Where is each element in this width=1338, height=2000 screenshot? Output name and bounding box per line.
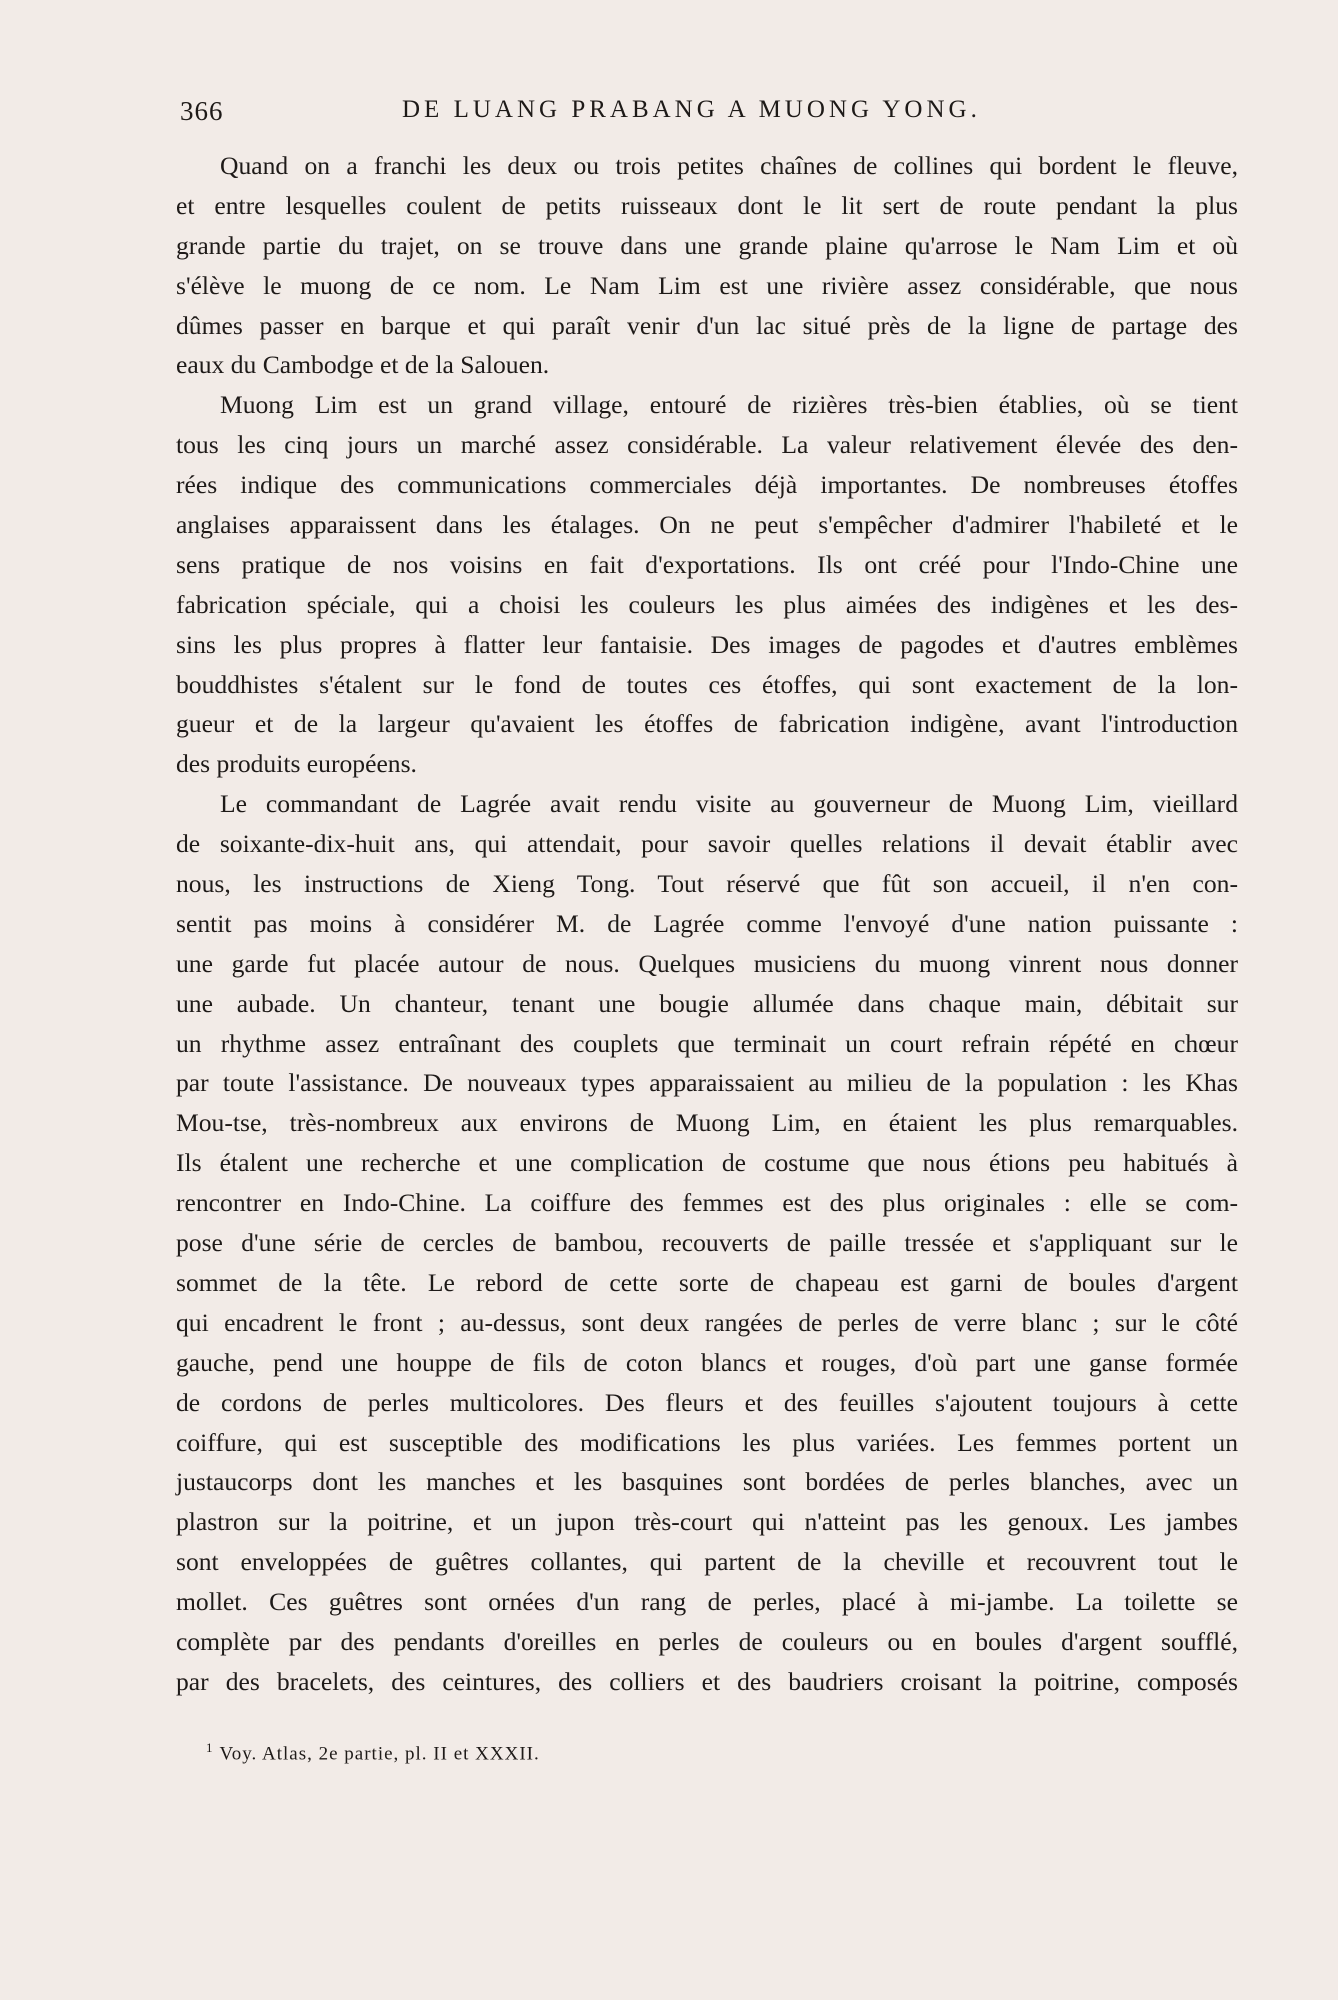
text-line: de soixante-dix-huit ans, qui attendait, pour savoir quelles relations il devait établir avec [176, 829, 1238, 859]
text-line: par toute l'assistance. De nouveaux types apparaissaient au milieu de la population : les Khas [176, 1068, 1238, 1098]
page-number: 366 [180, 96, 224, 126]
text-line: de cordons de perles multicolores. Des fleurs et des feuilles s'ajoutent toujours à cette [176, 1387, 1238, 1417]
text-line: grande partie du trajet, on se trouve dans une grande plaine qu'arrose le Nam Lim et où [176, 230, 1238, 260]
text-line: sens pratique de nos voisins en fait d'exportations. Ils ont créé pour l'Indo-Chine une [176, 549, 1238, 579]
text-line: une aubade. Un chanteur, tenant une bougie allumée dans chaque main, débitait sur [176, 988, 1238, 1018]
text-line: une garde fut placée autour de nous. Quelques musiciens du muong vinrent nous donner [176, 948, 1238, 978]
text-line: rées indique des communications commerciales déjà importantes. De nombreuses étoffes [176, 470, 1238, 500]
text-line: et entre lesquelles coulent de petits ruisseaux dont le lit sert de route pendant la plus [176, 190, 1238, 220]
paragraph [176, 146, 1238, 385]
text-line: plastron sur la poitrine, et un jupon très-court qui n'atteint pas les genoux. Les jambes [176, 1507, 1238, 1537]
text-line: gauche, pend une houppe de fils de coton blancs et rouges, d'où part une ganse formée [176, 1347, 1238, 1377]
text-line: justaucorps dont les manches et les basquines sont bordées de perles blanches, avec un [176, 1467, 1238, 1497]
text-line: complète par des pendants d'oreilles en perles de couleurs ou en boules d'argent soufflé, [176, 1626, 1238, 1656]
text-line: sont enveloppées de guêtres collantes, qui partent de la cheville et recouvrent tout le [176, 1547, 1238, 1577]
running-head [180, 96, 1240, 130]
text-line: bouddhistes s'étalent sur le fond de toutes ces étoffes, qui sont exactement de la lon- [176, 669, 1238, 699]
text-line: rencontrer en Indo-Chine. La coiffure des femmes est des plus originales : elle se com- [176, 1188, 1238, 1218]
text-line: dûmes passer en barque et qui paraît venir d'un lac situé près de la ligne de partage des [176, 310, 1238, 340]
footnote-text: Voy. Atlas, 2e partie, pl. II et XXXII. [219, 1743, 540, 1765]
text-line: coiffure, qui est susceptible des modifications les plus variées. Les femmes portent un [176, 1427, 1238, 1457]
text-line: Mou-tse, très-nombreux aux environs de Muong Lim, en étaient les plus remarquables. [176, 1108, 1238, 1138]
text-line: Le commandant de Lagrée avait rendu visite au gouverneur de Muong Lim, vieillard [220, 789, 1238, 819]
text-line: fabrication spéciale, qui a choisi les couleurs les plus aimées des indigènes et les des- [176, 589, 1238, 619]
text-line: sins les plus propres à flatter leur fantaisie. Des images de pagodes et d'autres emblèmes [176, 629, 1238, 659]
paragraph [176, 784, 1238, 1701]
text-line: un rhythme assez entraînant des couplets que terminait un court refrain répété en chœur [176, 1028, 1238, 1058]
text-line: gueur et de la largeur qu'avaient les étoffes de fabrication indigène, avant l'introduction [176, 709, 1238, 739]
text-line: s'élève le muong de ce nom. Le Nam Lim est une rivière assez considérable, que nous [176, 270, 1238, 300]
running-title: DE LUANG PRABANG A MUONG YONG. [402, 96, 981, 123]
text-line: mollet. Ces guêtres sont ornées d'un rang de perles, placé à mi-jambe. La toilette se [176, 1587, 1238, 1617]
text-line: tous les cinq jours un marché assez considérable. La valeur relativement élevée des den- [176, 430, 1238, 460]
text-line: Muong Lim est un grand village, entouré de rizières très-bien établies, où se tient [220, 390, 1238, 420]
footnote-mark: 1 [206, 1740, 214, 1755]
text-line: qui encadrent le front ; au-dessus, sont deux rangées de perles de verre blanc ; sur le côté [176, 1307, 1238, 1337]
text-line: Ils étalent une recherche et une complication de costume que nous étions peu habitués à [176, 1148, 1238, 1178]
body-text [176, 146, 1238, 1702]
text-line: pose d'une série de cercles de bambou, recouverts de paille tressée et s'appliquant sur le [176, 1228, 1238, 1258]
text-line: par des bracelets, des ceintures, des colliers et des baudriers croisant la poitrine, composés [176, 1666, 1238, 1696]
text-line: anglaises apparaissent dans les étalages. On ne peut s'empêcher d'admirer l'habileté et le [176, 510, 1238, 540]
text-line: Quand on a franchi les deux ou trois petites chaînes de collines qui bordent le fleuve, [220, 151, 1238, 180]
text-line: eaux du Cambodge et de la Salouen. [176, 350, 550, 380]
text-line: sentit pas moins à considérer M. de Lagrée comme l'envoyé d'une nation puissante : [176, 908, 1238, 938]
footnote [206, 1740, 540, 1765]
text-line: nous, les instructions de Xieng Tong. Tout réservé que fût son accueil, il n'en con- [176, 869, 1238, 899]
text-line: sommet de la tête. Le rebord de cette sorte de chapeau est garni de boules d'argent [176, 1267, 1238, 1297]
text-line: des produits européens. [176, 749, 417, 779]
paragraph [176, 385, 1238, 784]
